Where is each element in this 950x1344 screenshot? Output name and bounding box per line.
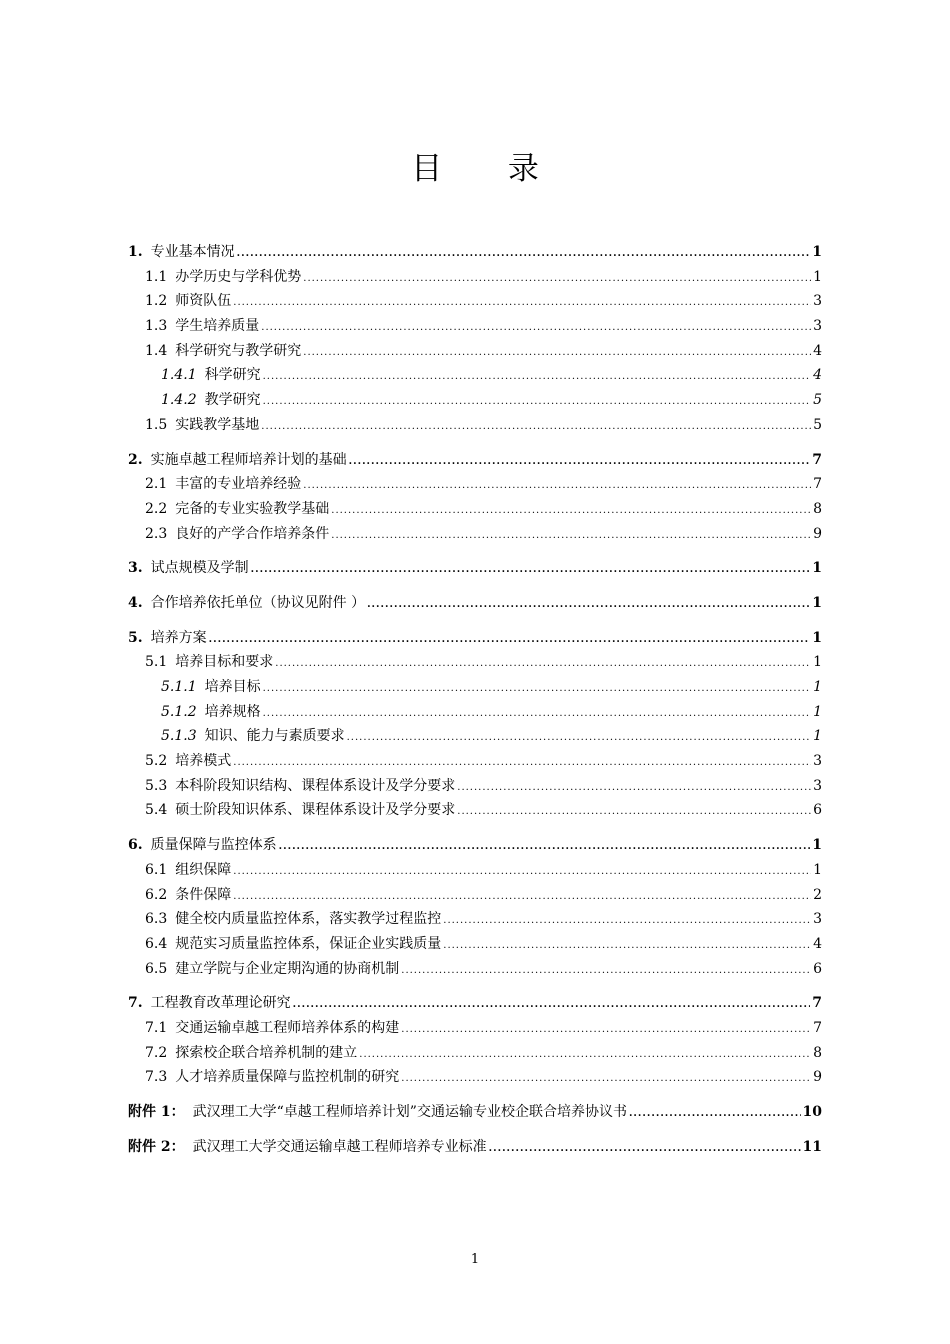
toc-entry-number: 5.1 bbox=[145, 654, 168, 671]
toc-dot-leader bbox=[237, 242, 811, 267]
toc-entry-number: 2.2 bbox=[145, 500, 168, 517]
toc-entry-title: 完备的专业实验教学基础 bbox=[175, 500, 330, 517]
toc-entry-page: 4 bbox=[813, 935, 822, 952]
toc-entry[interactable] bbox=[128, 957, 822, 982]
toc-entry[interactable] bbox=[128, 448, 822, 473]
toc-dot-leader bbox=[275, 652, 811, 677]
toc-dot-leader bbox=[489, 1137, 801, 1162]
toc-entry-page: 3 bbox=[813, 293, 822, 310]
toc-entry-page: 3 bbox=[813, 911, 822, 928]
toc-dot-leader bbox=[347, 726, 811, 751]
toc-dot-leader bbox=[261, 316, 811, 341]
toc-entry[interactable] bbox=[128, 363, 822, 388]
toc-entry-title: 条件保障 bbox=[175, 886, 232, 903]
toc-entry-page: 4 bbox=[813, 342, 822, 359]
toc-entry-page: 1 bbox=[813, 728, 822, 745]
toc-entry-title: 科学研究 bbox=[204, 367, 261, 384]
toc-dot-leader bbox=[293, 993, 811, 1018]
toc-entry-number: 5.3 bbox=[145, 777, 168, 794]
toc-entry[interactable] bbox=[128, 626, 822, 651]
toc-entry[interactable] bbox=[128, 883, 822, 908]
toc-entry-number: 6.5 bbox=[145, 960, 168, 977]
toc-entry-title: 教学研究 bbox=[204, 392, 261, 409]
toc-dot-leader bbox=[303, 474, 811, 499]
toc-entry-title: 师资队伍 bbox=[175, 293, 232, 310]
toc-entry-number: 附件 1： bbox=[128, 1104, 185, 1120]
toc-entry-title: 本科阶段知识结构、课程体系设计及学分要求 bbox=[175, 777, 456, 794]
toc-entry-number: 1.2 bbox=[145, 293, 168, 310]
toc-entry-number: 5.4 bbox=[145, 802, 168, 819]
toc-entry-page: 8 bbox=[813, 1044, 822, 1061]
toc-dot-leader bbox=[233, 860, 811, 885]
toc-entry-title: 培养目标和要求 bbox=[175, 654, 274, 671]
toc-entry-title: 组织保障 bbox=[175, 861, 232, 878]
toc-entry-page: 8 bbox=[813, 500, 822, 517]
toc-entry-page: 7 bbox=[813, 1019, 822, 1036]
toc-entry-page: 1 bbox=[812, 837, 822, 854]
toc-entry-page: 1 bbox=[812, 560, 822, 577]
toc-dot-leader bbox=[443, 909, 811, 934]
footer-page-number: 1 bbox=[470, 1252, 480, 1267]
toc-dot-leader bbox=[367, 593, 810, 618]
toc-dot-leader bbox=[263, 677, 811, 702]
toc-entry-page: 1 bbox=[813, 268, 822, 285]
page-title: 目 录 bbox=[411, 151, 567, 187]
toc-entry-page: 11 bbox=[802, 1138, 822, 1155]
toc-entry-number: 7.1 bbox=[145, 1019, 168, 1036]
toc-dot-leader bbox=[331, 524, 811, 549]
toc-entry[interactable] bbox=[128, 289, 822, 314]
toc-entry-title: 实施卓越工程师培养计划的基础 bbox=[150, 451, 347, 468]
toc-entry-title: 工程教育改革理论研究 bbox=[150, 995, 291, 1012]
toc-entry-number: 6.1 bbox=[145, 861, 168, 878]
toc-entry-number: 2.3 bbox=[145, 525, 168, 542]
toc-dot-leader bbox=[401, 1067, 811, 1092]
toc-entry[interactable] bbox=[128, 314, 822, 339]
toc-entry-title: 办学历史与学科优势 bbox=[175, 268, 302, 285]
toc-entry-page: 7 bbox=[812, 451, 822, 468]
toc-entry-title: 规范实习质量监控体系，保证企业实践质量 bbox=[175, 935, 442, 952]
toc-entry[interactable] bbox=[128, 240, 822, 265]
toc-entry-title: 培养目标 bbox=[204, 679, 261, 695]
toc-entry[interactable] bbox=[128, 675, 822, 700]
toc-dot-leader bbox=[303, 267, 811, 292]
table-of-contents bbox=[128, 240, 822, 1159]
toc-entry-page: 3 bbox=[813, 777, 822, 794]
toc-entry-number: 6.3 bbox=[145, 911, 168, 928]
toc-entry[interactable] bbox=[128, 724, 822, 749]
toc-dot-leader bbox=[263, 702, 811, 727]
toc-dot-leader bbox=[401, 1018, 811, 1043]
toc-entry-page: 6 bbox=[813, 960, 822, 977]
toc-entry[interactable] bbox=[128, 1016, 822, 1041]
toc-entry[interactable] bbox=[128, 265, 822, 290]
toc-dot-leader bbox=[331, 499, 811, 524]
toc-entry-title: 试点规模及学制 bbox=[150, 560, 249, 577]
toc-entry-title: 人才培养质量保障与监控机制的研究 bbox=[175, 1069, 400, 1086]
toc-entry[interactable] bbox=[128, 932, 822, 957]
toc-entry-page: 10 bbox=[802, 1104, 822, 1120]
toc-entry-number: 5.1.2 bbox=[161, 703, 197, 720]
toc-dot-leader bbox=[443, 934, 811, 959]
toc-entry[interactable] bbox=[128, 1100, 822, 1125]
toc-dot-leader bbox=[209, 628, 811, 653]
toc-dot-leader bbox=[401, 959, 811, 984]
toc-entry-title: 培养规格 bbox=[204, 703, 261, 720]
toc-entry[interactable] bbox=[128, 556, 822, 581]
toc-entry-number: 6.2 bbox=[145, 886, 168, 903]
toc-entry-number: 6. bbox=[128, 837, 143, 854]
toc-entry[interactable] bbox=[128, 1065, 822, 1090]
toc-entry[interactable] bbox=[128, 700, 822, 725]
toc-entry-title: 健全校内质量监控体系，落实教学过程监控 bbox=[175, 911, 442, 928]
toc-entry-number: 7.2 bbox=[145, 1044, 168, 1061]
toc-entry-number: 1.4 bbox=[145, 342, 168, 359]
toc-entry-number: 2.1 bbox=[145, 476, 168, 493]
toc-entry-number: 7.3 bbox=[145, 1069, 168, 1086]
toc-entry-title: 质量保障与监控体系 bbox=[150, 837, 277, 854]
toc-entry-number: 6.4 bbox=[145, 935, 168, 952]
toc-dot-leader bbox=[457, 776, 811, 801]
toc-entry[interactable] bbox=[128, 833, 822, 858]
toc-entry-title: 培养模式 bbox=[175, 753, 232, 770]
toc-entry-page: 1 bbox=[812, 629, 822, 646]
toc-entry-page: 3 bbox=[813, 753, 822, 770]
toc-entry-page: 3 bbox=[813, 318, 822, 335]
toc-dot-leader bbox=[457, 800, 811, 825]
toc-entry-number: 7. bbox=[128, 995, 143, 1012]
toc-entry-number: 5.1.1 bbox=[161, 679, 197, 695]
toc-entry[interactable] bbox=[128, 591, 822, 616]
toc-entry-number: 2. bbox=[128, 451, 143, 468]
toc-entry[interactable] bbox=[128, 497, 822, 522]
toc-entry-page: 5 bbox=[813, 392, 822, 409]
toc-entry-number: 1. bbox=[128, 244, 143, 260]
toc-entry-number: 4. bbox=[128, 594, 143, 611]
toc-entry[interactable] bbox=[128, 749, 822, 774]
toc-entry-page: 1 bbox=[813, 861, 822, 878]
toc-entry-page: 1 bbox=[813, 679, 822, 695]
toc-entry-title: 实践教学基地 bbox=[175, 416, 260, 433]
toc-entry-title: 探索校企联合培养机制的建立 bbox=[175, 1044, 358, 1061]
toc-entry-page: 9 bbox=[813, 525, 822, 542]
toc-entry-number: 1.5 bbox=[145, 416, 168, 433]
toc-entry[interactable] bbox=[128, 798, 822, 823]
toc-entry[interactable] bbox=[128, 907, 822, 932]
toc-entry-page: 5 bbox=[813, 416, 822, 433]
toc-entry[interactable] bbox=[128, 388, 822, 413]
toc-dot-leader bbox=[233, 885, 811, 910]
toc-entry[interactable] bbox=[128, 858, 822, 883]
toc-entry-number: 5.1.3 bbox=[161, 728, 197, 745]
toc-entry-number: 1.3 bbox=[145, 318, 168, 335]
toc-entry[interactable] bbox=[128, 339, 822, 364]
toc-entry-number: 附件 2： bbox=[128, 1138, 185, 1155]
toc-entry-title: 专业基本情况 bbox=[150, 244, 235, 260]
toc-entry-number: 3. bbox=[128, 560, 143, 577]
toc-entry-title: 良好的产学合作培养条件 bbox=[175, 525, 330, 542]
toc-entry-number: 5.2 bbox=[145, 753, 168, 770]
toc-entry-page: 6 bbox=[813, 802, 822, 819]
toc-dot-leader bbox=[261, 415, 811, 440]
toc-entry-page: 7 bbox=[813, 476, 822, 493]
toc-entry-page: 1 bbox=[812, 244, 822, 260]
toc-entry-page: 9 bbox=[813, 1069, 822, 1086]
toc-dot-leader bbox=[263, 390, 811, 415]
toc-entry-title: 科学研究与教学研究 bbox=[175, 342, 302, 359]
toc-entry-page: 1 bbox=[813, 703, 822, 720]
toc-entry-title: 建立学院与企业定期沟通的协商机制 bbox=[175, 960, 400, 977]
toc-entry-page: 1 bbox=[812, 594, 822, 611]
toc-entry-title: 武汉理工大学交通运输卓越工程师培养专业标准 bbox=[192, 1138, 487, 1155]
toc-dot-leader bbox=[279, 835, 811, 860]
toc-entry-number: 1.4.2 bbox=[161, 392, 197, 409]
toc-entry-page: 1 bbox=[813, 654, 822, 671]
toc-entry[interactable] bbox=[128, 650, 822, 675]
toc-entry[interactable] bbox=[128, 1041, 822, 1066]
toc-entry-page: 7 bbox=[812, 995, 822, 1012]
toc-entry-number: 1.1 bbox=[145, 268, 168, 285]
toc-entry-number: 5. bbox=[128, 629, 143, 646]
toc-entry[interactable] bbox=[128, 413, 822, 438]
toc-dot-leader bbox=[263, 365, 811, 390]
toc-entry-title: 培养方案 bbox=[150, 629, 207, 646]
toc-entry-title: 武汉理工大学“卓越工程师培养计划”交通运输专业校企联合培养协议书 bbox=[192, 1104, 627, 1120]
toc-dot-leader bbox=[233, 291, 811, 316]
toc-dot-leader bbox=[251, 558, 811, 583]
toc-entry-title: 硕士阶段知识体系、课程体系设计及学分要求 bbox=[175, 802, 456, 819]
toc-entry[interactable] bbox=[128, 1135, 822, 1160]
toc-entry-page: 4 bbox=[813, 367, 822, 384]
toc-entry-number: 1.4.1 bbox=[161, 367, 197, 384]
toc-dot-leader bbox=[359, 1043, 811, 1068]
toc-dot-leader bbox=[349, 450, 811, 475]
toc-entry-page: 2 bbox=[813, 886, 822, 903]
toc-dot-leader bbox=[629, 1102, 801, 1127]
toc-entry[interactable] bbox=[128, 522, 822, 547]
toc-entry-title: 丰富的专业培养经验 bbox=[175, 476, 302, 493]
toc-entry[interactable] bbox=[128, 472, 822, 497]
toc-dot-leader bbox=[233, 751, 811, 776]
toc-entry-title: 知识、能力与素质要求 bbox=[204, 728, 345, 745]
toc-dot-leader bbox=[303, 341, 811, 366]
toc-entry-title: 交通运输卓越工程师培养体系的构建 bbox=[175, 1019, 400, 1036]
toc-entry-title: 合作培养依托单位（协议见附件 ） bbox=[150, 594, 366, 611]
toc-entry[interactable] bbox=[128, 774, 822, 799]
toc-entry[interactable] bbox=[128, 991, 822, 1016]
toc-entry-title: 学生培养质量 bbox=[175, 318, 260, 335]
